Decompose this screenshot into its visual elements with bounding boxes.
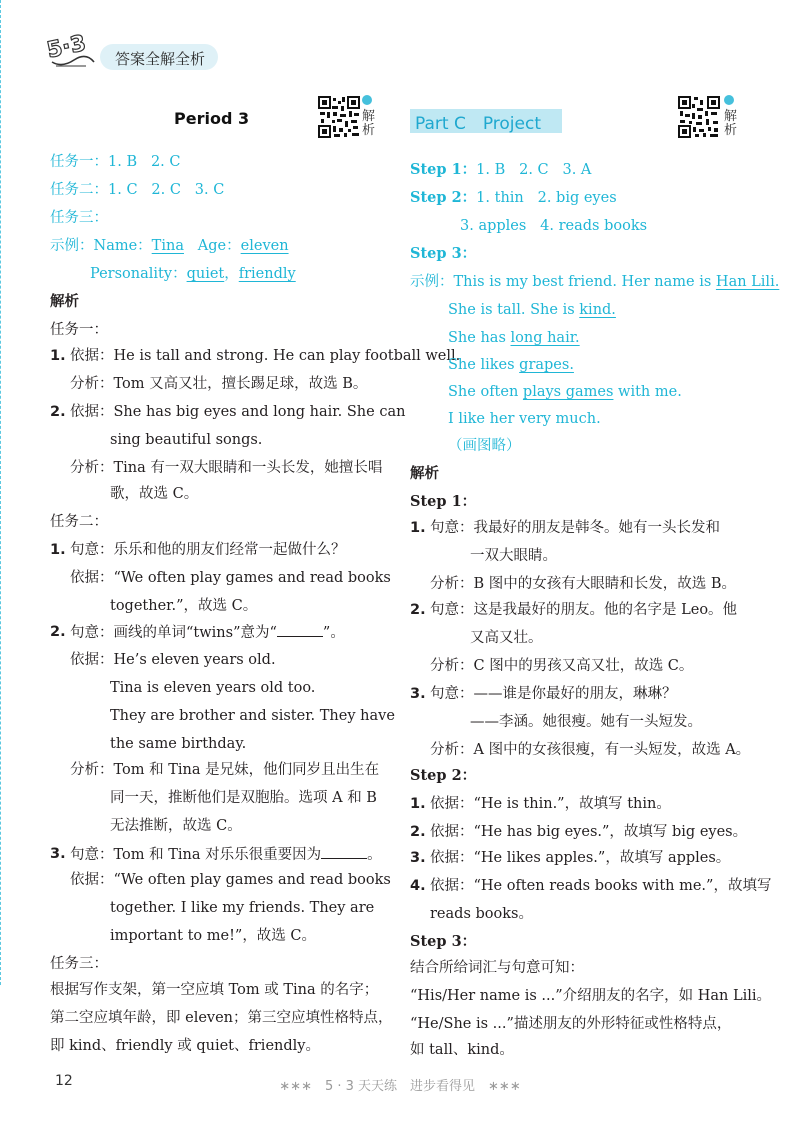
s2-l3: 依据：“He likes apples.”，故填写 apples。 xyxy=(430,850,731,866)
t2-q2-analysis-1: 分析：Tom 和 Tina 是兄妹，他们同岁且出生在 xyxy=(70,762,380,778)
s2-l2: 依据：“He has big eyes.”，故填写 big eyes。 xyxy=(430,824,748,840)
s1-heading: Step 1： xyxy=(410,493,477,510)
t2-q2-meaning: 句意：画线的单词“twins”意为“ ”。 xyxy=(70,622,345,643)
s3-text-1: 结合所给词汇与句意可知： xyxy=(410,960,584,976)
t1-heading: 任务一： xyxy=(50,322,108,338)
s1-q2-analysis: 分析：C 图中的男孩又高又壮，故选 C。 xyxy=(430,658,694,674)
answer-task1: 任务一：1. B 2. C xyxy=(50,154,181,170)
t3-text-2: 第二空应填年龄，即 eleven；第三空应填性格特点， xyxy=(50,1010,393,1026)
s2-heading: Step 2： xyxy=(410,767,477,784)
s3-text-3: “He/She is ...”描述朋友的外形特征或性格特点， xyxy=(410,1016,732,1032)
header-badge-text: 答案全解全析 xyxy=(115,50,206,68)
t1-q2-basis-1: 依据：She has big eyes and long hair. She can xyxy=(70,404,406,420)
s1-q2-meaning-1: 句意：这是我最好的朋友。他的名字是 Leo。他 xyxy=(430,602,738,618)
example-line1: 示例：This is my best friend. Her name is Han Lili. xyxy=(410,274,780,290)
answer-step3-label: Step 3： xyxy=(410,245,477,262)
answer-task2: 任务二：1. C 2. C 3. C xyxy=(50,182,225,198)
t2-q3-basis-3: important to me!”，故选 C。 xyxy=(110,928,317,944)
t2-q2-num: 2. xyxy=(50,624,66,640)
fill-blank xyxy=(321,844,367,859)
s2-l4-a: 依据：“He often reads books with me.”，故填写 xyxy=(430,878,772,894)
t2-q2-basis-2: Tina is eleven years old too. xyxy=(110,680,316,696)
s1-q1-analysis: 分析：B 图中的女孩有大眼睛和长发，故选 B。 xyxy=(430,576,737,592)
t1-q1-basis: 依据：He is tall and strong. He can play football well. xyxy=(70,348,461,364)
t2-heading: 任务二： xyxy=(50,514,108,530)
answer-task3-label: 任务三： xyxy=(50,210,108,226)
t2-q1-num: 1. xyxy=(50,542,66,558)
t2-q3-num: 3. xyxy=(50,846,66,862)
s2-l4-b: reads books。 xyxy=(430,906,533,922)
t2-q2-basis-1: 依据：He’s eleven years old. xyxy=(70,652,276,668)
s3-heading: Step 3： xyxy=(410,933,477,950)
t1-q2-num: 2. xyxy=(50,404,66,420)
example-line7: （画图略） xyxy=(448,438,521,454)
section-title-period3: Period 3 xyxy=(174,109,250,128)
answer-example-line1: 示例：Name：Tina Age：eleven xyxy=(50,238,289,254)
answer-step2-line1: Step 2：1. thin 2. big eyes xyxy=(410,189,617,206)
column-divider xyxy=(0,0,1,985)
answer-step1: Step 1：1. B 2. C 3. A xyxy=(410,161,592,178)
s3-text-2: “His/Her name is ...”介绍朋友的名字，如 Han Lili。 xyxy=(410,988,772,1004)
example-line5: She often plays games with me. xyxy=(448,384,682,400)
t2-q2-basis-4: the same birthday. xyxy=(110,736,247,752)
qr-code-left[interactable] xyxy=(318,96,360,146)
fill-blank xyxy=(277,622,323,637)
s2-l3-num: 3. xyxy=(410,850,426,866)
analysis-heading-right: 解析 xyxy=(410,466,439,482)
t3-text-1: 根据写作支架，第一空应填 Tom 或 Tina 的名字； xyxy=(50,982,379,998)
t3-heading: 任务三： xyxy=(50,956,108,972)
analysis-heading-left: 解析 xyxy=(50,294,79,310)
s2-l1-num: 1. xyxy=(410,796,426,812)
s1-q3-analysis: 分析：A 图中的女孩很瘦，有一头短发，故选 A。 xyxy=(430,742,751,758)
t2-q2-analysis-2: 同一天，推断他们是双胞胎。选项 A 和 B xyxy=(110,790,377,806)
t1-q2-analysis-2: 歌，故选 C。 xyxy=(110,486,199,502)
s1-q3-meaning-2: ——李涵。她很瘦。她有一头短发。 xyxy=(470,714,702,730)
answer-step2-line2: 3. apples 4. reads books xyxy=(460,218,648,234)
footer-slogan: ∗∗∗ 5 · 3 天天练 进步看得见 ∗∗∗ xyxy=(279,1079,521,1094)
t1-q2-analysis-1: 分析：Tina 有一双大眼睛和一头长发，她擅长唱 xyxy=(70,460,383,476)
s1-q1-meaning-1: 句意：我最好的朋友是韩冬。她有一头长发和 xyxy=(430,520,720,536)
s1-q1-num: 1. xyxy=(410,520,426,536)
s1-q3-num: 3. xyxy=(410,686,426,702)
t2-q3-basis-2: together. I like my friends. They are xyxy=(110,900,375,916)
svg-text:5·3: 5·3 xyxy=(46,32,89,64)
example-line4: She likes grapes. xyxy=(448,357,574,373)
s2-l1: 依据：“He is thin.”，故填写 thin。 xyxy=(430,796,671,812)
qr-code-right[interactable] xyxy=(678,96,720,146)
play-icon xyxy=(724,95,734,105)
play-icon xyxy=(362,95,372,105)
section-title-partc: Part C Project xyxy=(415,114,541,134)
qr-label-left: 解析 xyxy=(362,109,376,138)
s2-l4-num: 4. xyxy=(410,878,426,894)
t2-q2-basis-3: They are brother and sister. They have xyxy=(110,708,395,724)
t2-q1-basis-1: 依据：“We often play games and read books xyxy=(70,570,391,586)
s3-text-4: 如 tall、kind。 xyxy=(410,1042,514,1058)
example-line2: She is tall. She is kind. xyxy=(448,302,616,318)
qr-label-right: 解析 xyxy=(724,109,738,138)
t1-q2-basis-2: sing beautiful songs. xyxy=(110,432,263,448)
t1-q1-num: 1. xyxy=(50,348,66,364)
t2-q1-basis-2: together.”，故选 C。 xyxy=(110,598,258,614)
s2-l2-num: 2. xyxy=(410,824,426,840)
page-number: 12 xyxy=(55,1073,73,1089)
t2-q2-analysis-3: 无法推断，故选 C。 xyxy=(110,818,242,834)
s1-q1-meaning-2: 一双大眼睛。 xyxy=(470,548,557,564)
example-line3: She has long hair. xyxy=(448,330,580,346)
t3-text-3: 即 kind、friendly 或 quiet、friendly。 xyxy=(50,1038,320,1054)
s1-q2-num: 2. xyxy=(410,602,426,618)
s1-q3-meaning-1: 句意：——谁是你最好的朋友，琳琳？ xyxy=(430,686,677,702)
t2-q3-basis-1: 依据：“We often play games and read books xyxy=(70,872,391,888)
answer-example-line2: Personality：quiet，friendly xyxy=(90,266,296,282)
t1-q1-analysis: 分析：Tom 又高又壮，擅长踢足球，故选 B。 xyxy=(70,376,368,392)
s1-q2-meaning-2: 又高又壮。 xyxy=(470,630,543,646)
t2-q1-meaning: 句意：乐乐和他的朋友们经常一起做什么？ xyxy=(70,542,346,558)
logo xyxy=(46,32,98,72)
t2-q3-meaning: 句意：Tom 和 Tina 对乐乐很重要因为 。 xyxy=(70,844,382,865)
example-line6: I like her very much. xyxy=(448,411,601,427)
